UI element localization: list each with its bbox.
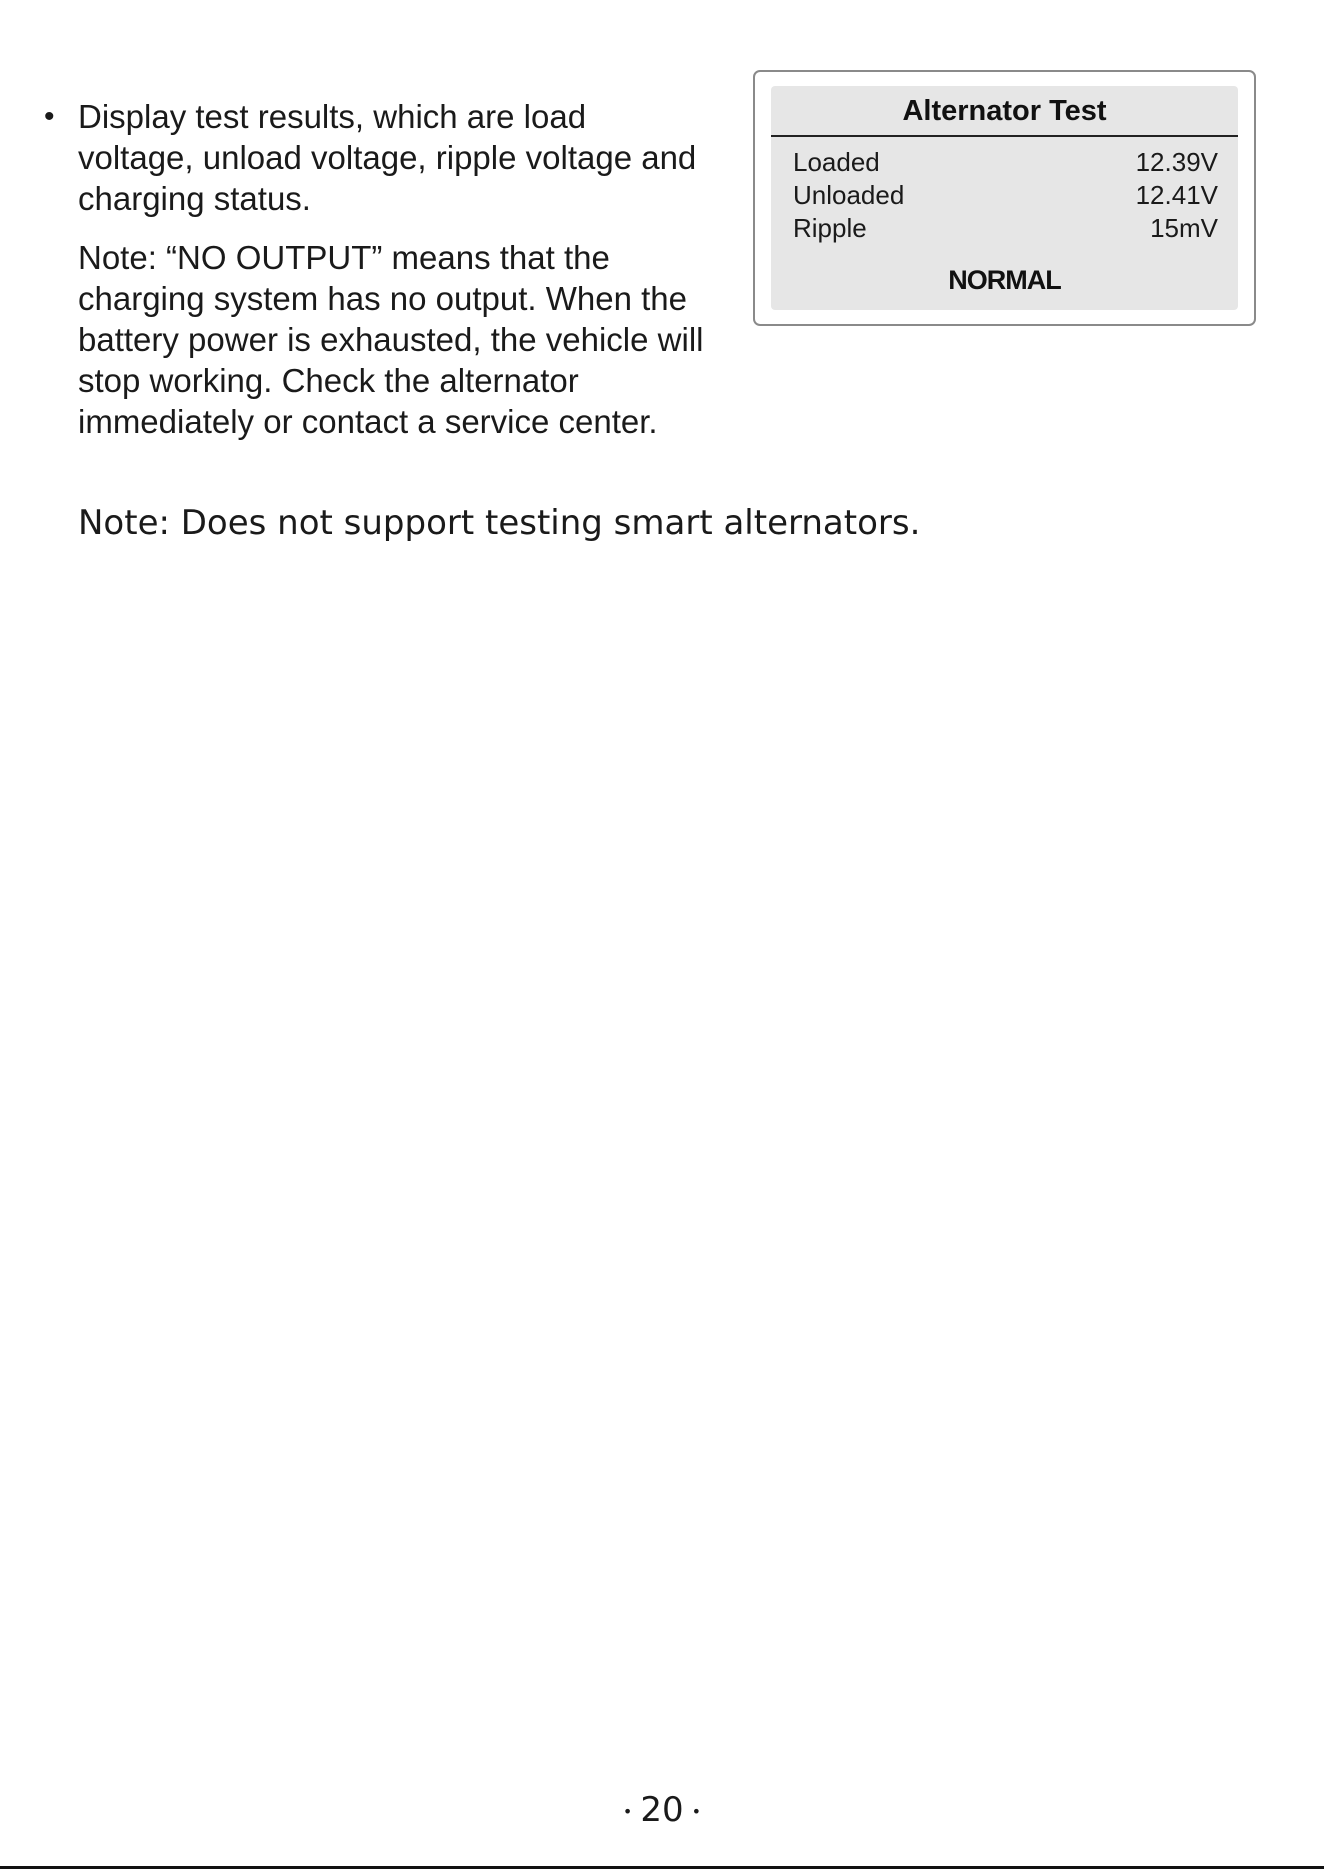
bullet-icon: •: [44, 100, 55, 133]
reading-row-loaded: [793, 146, 1218, 179]
screen-title-divider: [771, 135, 1238, 137]
reading-row-unloaded: [793, 179, 1218, 212]
charging-status: NORMAL: [948, 265, 1061, 295]
device-screen: [771, 86, 1238, 310]
reading-label: Unloaded: [793, 180, 905, 210]
right-ornament-icon: •: [691, 1801, 702, 1821]
left-ornament-icon: •: [622, 1801, 633, 1821]
bullet-text: Display test results, which are load voltage, unload voltage, ripple voltage and charging status.: [78, 98, 697, 217]
note-smart-alternators: Note: Does not support testing smart alternators.: [78, 503, 921, 543]
note-no-output: Note: “NO OUTPUT” means that the charging system has no output. When the battery power is exhausted, the vehicle will stop working. Check the alternator immediately or contact a service center.: [78, 239, 704, 440]
page-number: [0, 1790, 1324, 1832]
bullet-row: [44, 96, 704, 219]
bottom-rule: [0, 1866, 1324, 1869]
screen-title: Alternator Test: [902, 95, 1107, 127]
reading-list: [793, 146, 1218, 245]
reading-value: 12.39V: [1135, 147, 1218, 177]
device-screen-frame: [753, 70, 1256, 326]
page-number-text: 20: [640, 1790, 684, 1830]
reading-label: Ripple: [793, 213, 867, 243]
reading-value: 15mV: [1150, 213, 1218, 243]
reading-row-ripple: [793, 212, 1218, 245]
reading-label: Loaded: [793, 147, 880, 177]
reading-value: 12.41V: [1135, 180, 1218, 210]
bullet-paragraph: [44, 96, 704, 219]
